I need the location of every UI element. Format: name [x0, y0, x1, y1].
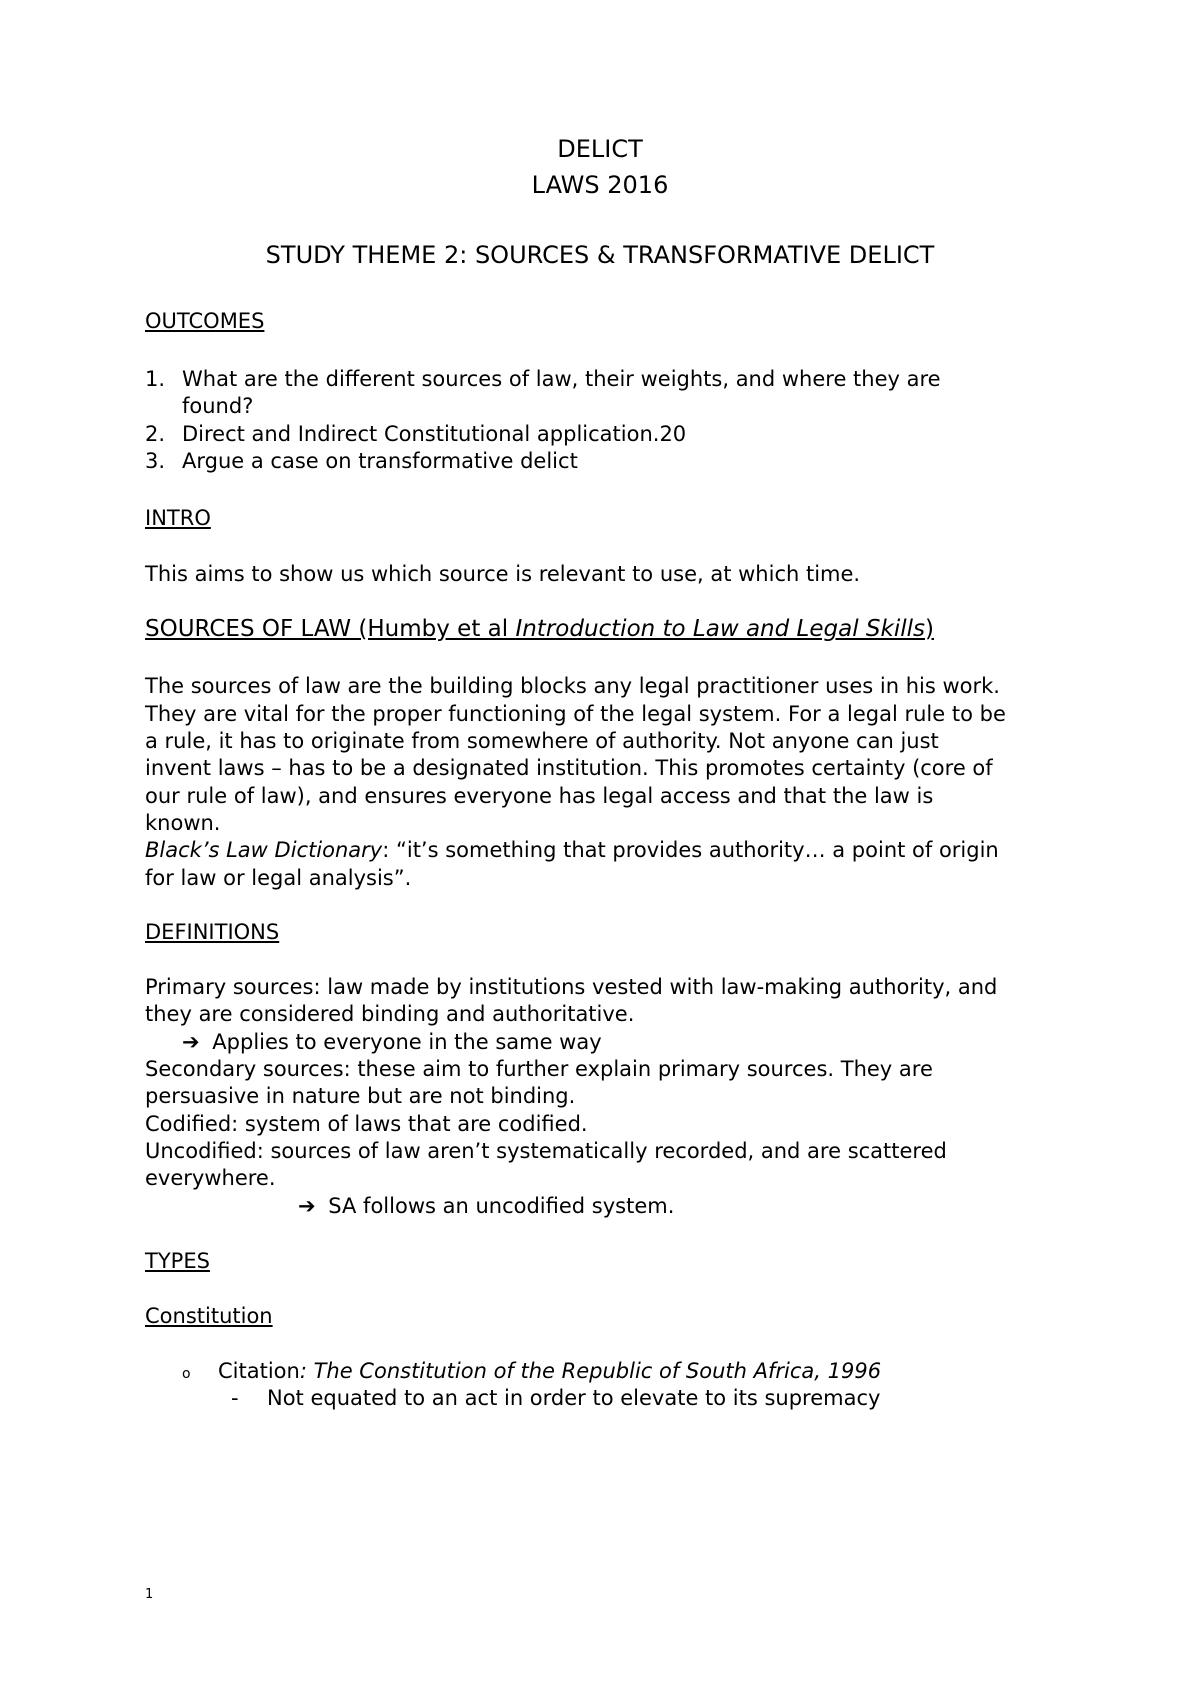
- page-number: 1: [145, 1587, 154, 1602]
- outcomes-heading: OUTCOMES: [145, 309, 265, 333]
- dash-bullet: -: [231, 1386, 239, 1410]
- paragraph-line: known.: [145, 811, 221, 835]
- list-item: [145, 446, 578, 476]
- intro-heading: INTRO: [145, 506, 211, 530]
- sources-heading-start: SOURCES OF LAW (Humby et al: [145, 616, 516, 642]
- right-arrow-icon: ➔: [298, 1194, 316, 1218]
- list-text: What are the different sources of law, their weights, and where they are: [182, 367, 941, 391]
- list-text: Argue a case on transformative delict: [182, 449, 578, 473]
- list-text: Direct and Indirect Constitutional application.20: [182, 422, 687, 446]
- list-item: [145, 364, 941, 394]
- definition-line: everywhere.: [145, 1166, 276, 1190]
- citation-title: : The Constitution of the Republic of South Africa, 1996: [299, 1359, 882, 1383]
- paragraph-line: invent laws – has to be a designated institution. This promotes certainty (core of: [145, 756, 993, 780]
- document-title: DELICT: [557, 135, 643, 163]
- paragraph-line: The sources of law are the building blocks any legal practitioner uses in his work.: [145, 674, 1000, 698]
- right-arrow-icon: ➔: [182, 1030, 200, 1054]
- paragraph-line: our rule of law), and ensures everyone has legal access and that the law is: [145, 784, 934, 808]
- list-number: 3.: [145, 449, 166, 473]
- types-heading: TYPES: [145, 1249, 210, 1273]
- arrow-point: [182, 1027, 602, 1057]
- sources-heading-end: ): [924, 616, 934, 642]
- arrow-point-text: Applies to everyone in the same way: [212, 1030, 602, 1054]
- circle-bullet-icon: o: [182, 1366, 191, 1382]
- arrow-point-text: SA follows an uncodified system.: [328, 1194, 675, 1218]
- citation-label: Citation: [218, 1359, 300, 1383]
- definition-line: Codified: system of laws that are codified.: [145, 1112, 588, 1136]
- definition-line: Primary sources: law made by institutions vested with law-making authority, and: [145, 975, 998, 999]
- list-item: [145, 419, 686, 449]
- definitions-heading: DEFINITIONS: [145, 920, 280, 944]
- constitution-heading: Constitution: [145, 1304, 273, 1328]
- arrow-point: [298, 1191, 674, 1221]
- list-item: [231, 1383, 880, 1413]
- paragraph-line: a rule, it has to originate from somewhere of authority. Not anyone can just: [145, 729, 939, 753]
- sources-heading-book-title: Introduction to Law and Legal Skills: [515, 616, 925, 642]
- blacks-quote: : “it’s something that provides authority… a point of origin: [382, 838, 999, 862]
- study-theme-heading: STUDY THEME 2: SOURCES & TRANSFORMATIVE DELICT: [265, 241, 935, 269]
- document-subtitle: LAWS 2016: [531, 171, 669, 199]
- sources-heading: [145, 614, 934, 644]
- blacks-dictionary-title: Black’s Law Dictionary: [145, 838, 383, 862]
- definition-line: they are considered binding and authoritative.: [145, 1002, 635, 1026]
- definition-line: Secondary sources: these aim to further explain primary sources. They are: [145, 1057, 933, 1081]
- definition-line: persuasive in nature but are not binding.: [145, 1084, 576, 1108]
- definition-line: Uncodified: sources of law aren’t systematically recorded, and are scattered: [145, 1139, 947, 1163]
- list-number: 1.: [145, 367, 166, 391]
- blacks-definition: [145, 835, 999, 865]
- list-number: 2.: [145, 422, 166, 446]
- list-text: Not equated to an act in order to elevate to its supremacy: [267, 1386, 881, 1410]
- blacks-quote-continuation: for law or legal analysis”.: [145, 866, 412, 890]
- intro-text: This aims to show us which source is relevant to use, at which time.: [145, 562, 861, 586]
- paragraph-line: They are vital for the proper functioning of the legal system. For a legal rule to be: [145, 702, 1006, 726]
- list-item-continuation: found?: [182, 394, 254, 418]
